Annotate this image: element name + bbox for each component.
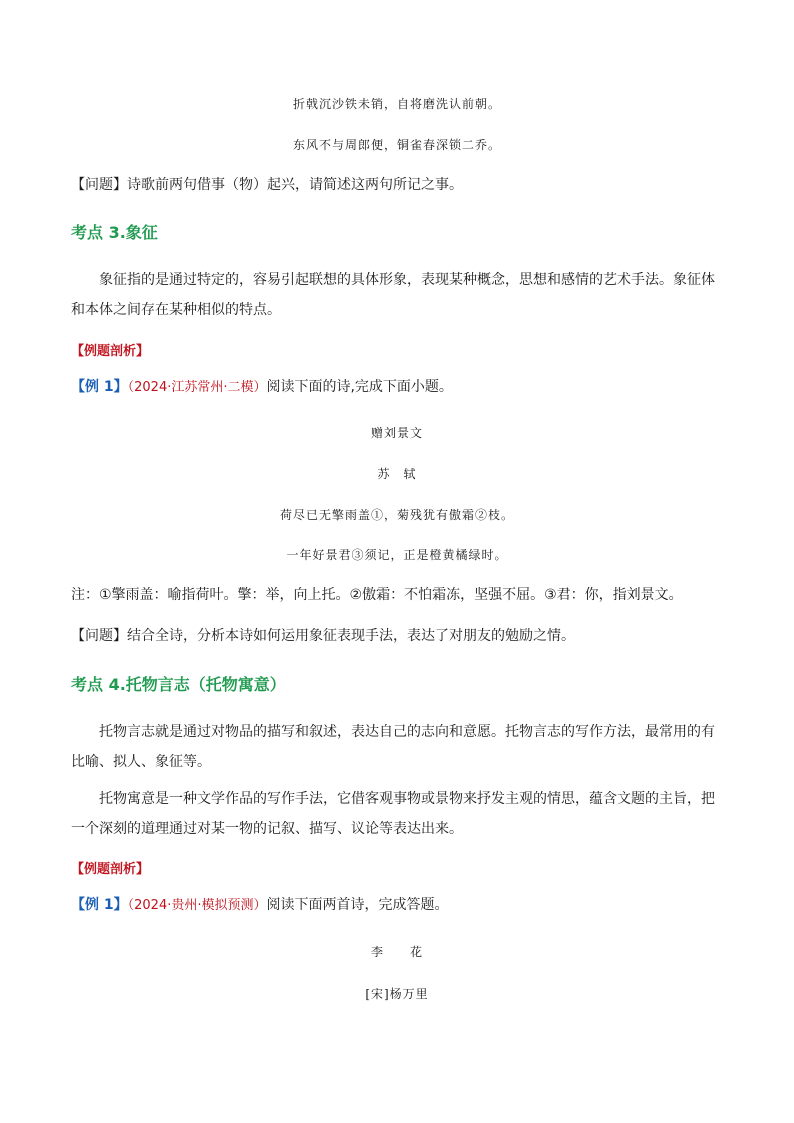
example-line bbox=[71, 376, 453, 396]
poem-title: 赠刘景文 bbox=[370, 426, 423, 440]
section-paragraph: 托物寓意是一种文学作品的写作手法，它借客观事物或景物来抒发主观的情思，蕴含文题的主旨，把一个深刻的道理通过对某一物的记叙、描写、议论等表达出来。 bbox=[71, 791, 715, 837]
question-text: 【问题】诗歌前两句借事（物）起兴，请简述这两句所记之事。 bbox=[71, 177, 463, 193]
example-source: （2024·贵州·模拟预测） bbox=[127, 898, 267, 913]
example-text: 阅读下面两首诗，完成答题。 bbox=[266, 897, 449, 913]
section-paragraph: 象征指的是通过特定的，容易引起联想的具体形象，表现某种概念，思想和感情的艺术手法。象征体和本体之间存在某种相似的特点。 bbox=[71, 272, 715, 318]
poem-line: 一年好景君③须记，正是橙黄橘绿时。 bbox=[286, 548, 508, 562]
question-text: 【问题】结合全诗，分析本诗如何运用象征表现手法，表达了对朋友的勉励之情。 bbox=[71, 628, 575, 644]
poem-line: 荷尽已无擎雨盖①，菊残犹有傲霜②枝。 bbox=[279, 508, 514, 522]
example-tag: 【例题剖析】 bbox=[71, 344, 150, 359]
section-heading: 考点 4.托物言志（托物寓意） bbox=[71, 675, 286, 694]
example-tag: 【例题剖析】 bbox=[71, 862, 150, 877]
poem-author: [宋]杨万里 bbox=[365, 987, 429, 1001]
example-prefix: 【例 1】 bbox=[71, 897, 128, 913]
example-source: （2024·江苏常州·二模） bbox=[127, 380, 267, 395]
example-text: 阅读下面的诗,完成下面小题。 bbox=[266, 379, 453, 395]
poem-author: 苏 轼 bbox=[377, 467, 417, 481]
section-paragraph: 托物言志就是通过对物品的描写和叙述，表达自己的志向和意愿。托物言志的写作方法，最常用的有比喻、拟人、象征等。 bbox=[71, 724, 715, 770]
poem-title: 李 花 bbox=[370, 945, 423, 959]
section-heading: 考点 3.象征 bbox=[71, 223, 158, 242]
poem-line: 东风不与周郎便，铜雀春深锁二乔。 bbox=[292, 138, 501, 152]
example-line bbox=[71, 894, 448, 914]
poem-line: 折戟沉沙铁未销，自将磨洗认前朝。 bbox=[292, 97, 501, 111]
note-text: 注：①擎雨盖：喻指荷叶。擎：举，向上托。②傲霜：不怕霜冻，坚强不屈。③君：你，指刘景文。 bbox=[71, 587, 683, 603]
example-prefix: 【例 1】 bbox=[71, 379, 128, 395]
